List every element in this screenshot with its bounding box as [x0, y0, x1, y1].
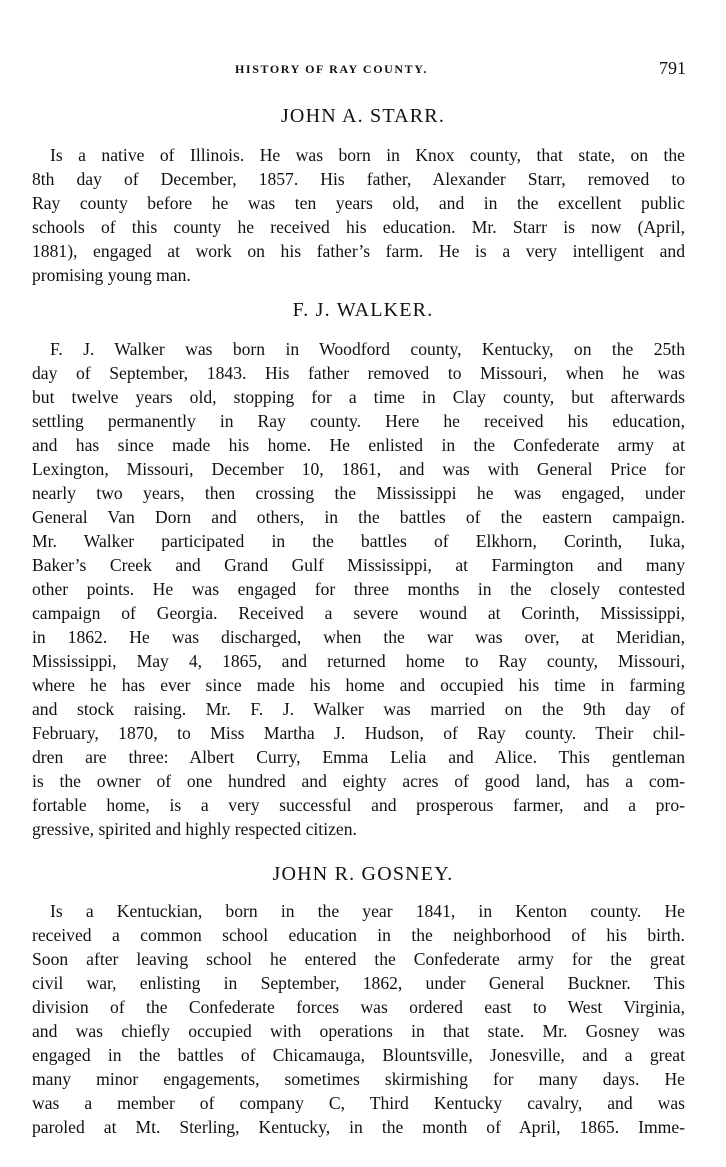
text-line: Is a Kentuckian, born in the year 1841, in Kenton county. He — [50, 901, 685, 921]
entry-title-john-a-starr: JOHN A. STARR. — [280, 105, 446, 127]
text-line: Lexington, Missouri, December 10, 1861, and was with General Price for — [32, 459, 685, 479]
entry-body-john-a-starr — [32, 143, 685, 287]
text-line: other points. He was engaged for three months in the closely contested — [32, 579, 685, 599]
entry-body-f-j-walker — [32, 337, 685, 841]
text-line: gressive, spirited and highly respected citizen. — [32, 819, 357, 839]
text-line: day of September, 1843. His father removed to Missouri, when he was — [32, 363, 685, 383]
text-line: General Van Dorn and others, in the battles of the eastern campaign. — [32, 507, 685, 527]
text-line: promising young man. — [32, 265, 191, 285]
text-line: Is a native of Illinois. He was born in Knox county, that state, on the — [50, 145, 685, 165]
text-line: division of the Confederate forces was ordered east to West Virginia, — [32, 997, 685, 1017]
text-line: Mr. Walker participated in the battles of Elkhorn, Corinth, Iuka, — [32, 531, 685, 551]
text-line: many minor engagements, sometimes skirmishing for many days. He — [32, 1069, 685, 1089]
text-line: paroled at Mt. Sterling, Kentucky, in the month of April, 1865. Imme- — [32, 1117, 685, 1137]
running-head — [0, 60, 726, 82]
text-line: where he has ever since made his home and occupied his time in farming — [32, 675, 685, 695]
text-line: Baker’s Creek and Grand Gulf Mississippi, at Farmington and many — [32, 555, 685, 575]
text-line: 1881), engaged at work on his father’s farm. He is a very intelligent and — [32, 241, 685, 261]
text-line: February, 1870, to Miss Martha J. Hudson, of Ray county. Their chil- — [32, 723, 685, 743]
text-line: campaign of Georgia. Received a severe wound at Corinth, Mississippi, — [32, 603, 685, 623]
text-line: engaged in the battles of Chicamauga, Blountsville, Jonesville, and a great — [32, 1045, 685, 1065]
text-line: civil war, enlisting in September, 1862, under General Buckner. This — [32, 973, 685, 993]
text-line: dren are three: Albert Curry, Emma Lelia and Alice. This gentleman — [32, 747, 685, 767]
text-line: is the owner of one hundred and eighty acres of good land, has a com- — [32, 771, 685, 791]
text-line: 8th day of December, 1857. His father, Alexander Starr, removed to — [32, 169, 685, 189]
text-line: Soon after leaving school he entered the Confederate army for the great — [32, 949, 685, 969]
entry-body-john-r-gosney — [32, 899, 685, 1139]
text-line: and has since made his home. He enlisted in the Confederate army at — [32, 435, 685, 455]
text-line: was a member of company C, Third Kentucky cavalry, and was — [32, 1093, 685, 1113]
text-line: Ray county before he was ten years old, and in the excellent public — [32, 193, 685, 213]
text-line: and stock raising. Mr. F. J. Walker was married on the 9th day of — [32, 699, 685, 719]
text-line: F. J. Walker was born in Woodford county, Kentucky, on the 25th — [50, 339, 685, 359]
text-line: Mississippi, May 4, 1865, and returned home to Ray county, Missouri, — [32, 651, 685, 671]
text-line: but twelve years old, stopping for a time in Clay county, but afterwards — [32, 387, 685, 407]
text-line: and was chiefly occupied with operations in that state. Mr. Gosney was — [32, 1021, 685, 1041]
entry-title-john-r-gosney: JOHN R. GOSNEY. — [272, 863, 454, 885]
text-line: nearly two years, then crossing the Mississippi he was engaged, under — [32, 483, 685, 503]
page-number: 791 — [659, 58, 686, 78]
text-line: received a common school education in the neighborhood of his birth. — [32, 925, 685, 945]
text-line: in 1862. He was discharged, when the war was over, at Meridian, — [32, 627, 685, 647]
entry-title-f-j-walker: F. J. WALKER. — [292, 299, 434, 321]
text-line: settling permanently in Ray county. Here he received his education, — [32, 411, 685, 431]
running-title: HISTORY OF RAY COUNTY. — [235, 62, 429, 76]
text-line: schools of this county he received his education. Mr. Starr is now (April, — [32, 217, 685, 237]
text-line: fortable home, is a very successful and prosperous farmer, and a pro- — [32, 795, 685, 815]
